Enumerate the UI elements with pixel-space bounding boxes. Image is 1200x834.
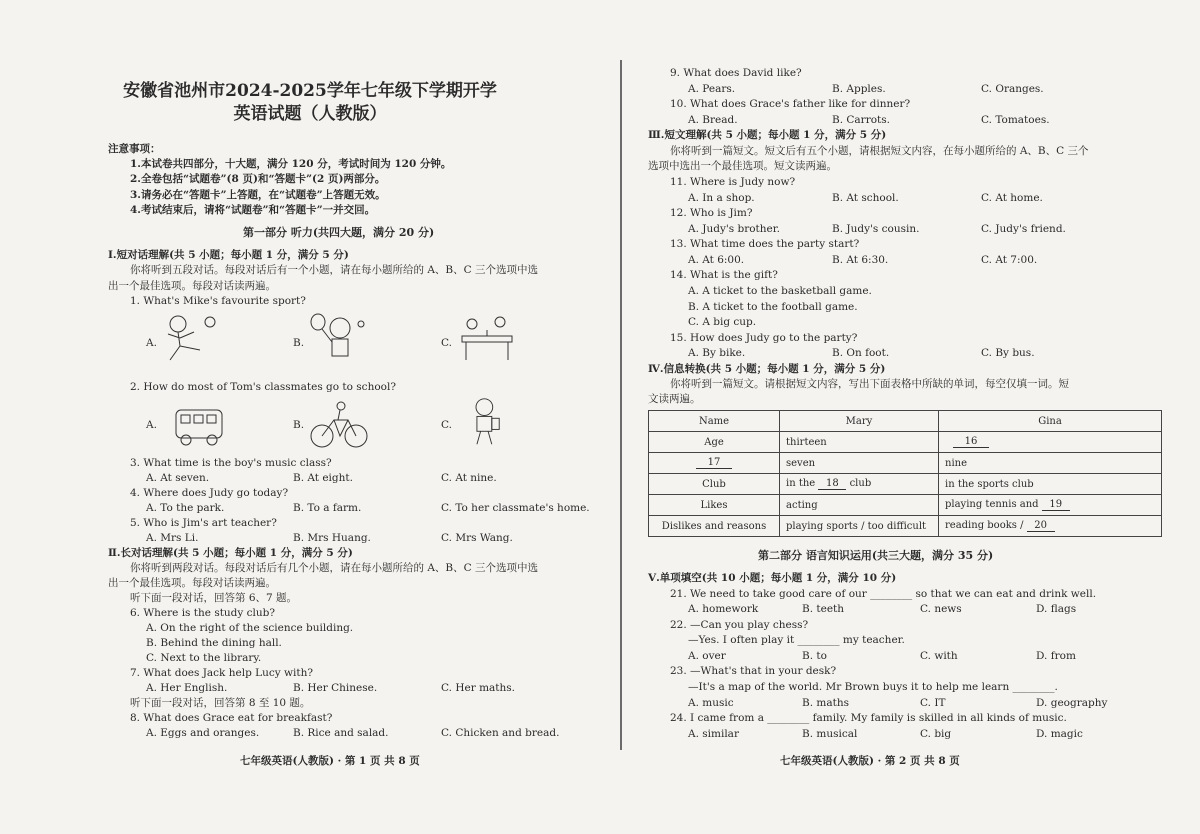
question-1: 1. What's Mike's favourite sport? bbox=[130, 295, 306, 307]
notice-heading: 注意事项： bbox=[108, 143, 161, 155]
section3-instructions: 选项中选出一个最佳选项。短文读两遍。 bbox=[648, 160, 837, 172]
option-label-b: B. bbox=[293, 419, 305, 431]
page-divider bbox=[620, 60, 622, 750]
section2-subheading: 听下面一段对话，回答第 8 至 10 题。 bbox=[130, 697, 311, 709]
option-a: A. Bread. bbox=[688, 114, 738, 126]
option-d: D. geography bbox=[1036, 697, 1108, 709]
section2-instructions: 你将听到两段对话。每段对话后有几个小题，请在每小题所给的 A、B、C 三个选项中选 bbox=[130, 562, 539, 574]
option-c: C. Chicken and bread. bbox=[441, 727, 560, 739]
question-10: 10. What does Grace's father like for dinner? bbox=[670, 98, 911, 110]
table-cell: playing sports / too difficult bbox=[780, 516, 939, 537]
table-cell bbox=[780, 474, 939, 495]
answer-blank-18[interactable]: 18 bbox=[818, 478, 846, 490]
option-d: D. flags bbox=[1036, 603, 1077, 615]
option-c: C. Tomatoes. bbox=[981, 114, 1050, 126]
notice-item: 1.本试卷共四部分，十大题，满分 120 分，考试时间为 120 分钟。 bbox=[130, 158, 452, 170]
notice-item: 3.请务必在“答题卡”上答题，在“试题卷”上答题无效。 bbox=[130, 189, 386, 201]
section2-subheading: 听下面一段对话，回答第 6、7 题。 bbox=[130, 592, 298, 604]
option-b: B. To a farm. bbox=[293, 502, 362, 514]
option-c: C. Oranges. bbox=[981, 83, 1044, 95]
option-c: C. Judy's friend. bbox=[981, 223, 1066, 235]
option-label-c: C. bbox=[441, 419, 452, 431]
option-a: A. On the right of the science building. bbox=[146, 622, 354, 634]
option-b: B. A ticket to the football game. bbox=[688, 301, 858, 313]
cell-text: club bbox=[849, 478, 872, 489]
option-c: C. At 7:00. bbox=[981, 254, 1038, 266]
option-c: C. Her maths. bbox=[441, 682, 515, 694]
option-a: A. A ticket to the basketball game. bbox=[688, 285, 872, 297]
table-row bbox=[649, 453, 1162, 474]
cell-text: playing tennis and bbox=[945, 499, 1039, 510]
option-b: B. Behind the dining hall. bbox=[146, 637, 282, 649]
option-a: A. Mrs Li. bbox=[146, 532, 199, 544]
section4-instructions: 你将听到一篇短文。请根据短文内容，写出下面表格中所缺的单词，每空仅填一词。短 bbox=[670, 378, 1069, 390]
section1-instructions: 出一个最佳选项。每段对话读两遍。 bbox=[108, 280, 276, 292]
option-b: B. On foot. bbox=[832, 347, 890, 359]
answer-blank-16[interactable]: 16 bbox=[953, 436, 989, 448]
answer-blank-19[interactable]: 19 bbox=[1042, 499, 1070, 511]
table-cell: in the sports club bbox=[939, 474, 1162, 495]
option-b: B. teeth bbox=[802, 603, 845, 615]
table-cell bbox=[939, 495, 1162, 516]
question-2: 2. How do most of Tom's classmates go to school? bbox=[130, 381, 396, 393]
option-c: C. A big cup. bbox=[688, 316, 757, 328]
table-cell: acting bbox=[780, 495, 939, 516]
table-row bbox=[649, 516, 1162, 537]
option-b: B. Rice and salad. bbox=[293, 727, 389, 739]
question-9: 9. What does David like? bbox=[670, 67, 802, 79]
question-15: 15. How does Judy go to the party? bbox=[670, 332, 858, 344]
option-d: D. from bbox=[1036, 650, 1076, 662]
table-row bbox=[649, 474, 1162, 495]
option-c: C. At home. bbox=[981, 192, 1043, 204]
table-cell bbox=[939, 432, 1162, 453]
section4-heading: Ⅳ.信息转换(共 5 小题；每小题 1 分，满分 5 分) bbox=[648, 363, 886, 375]
boy-kicking-ball-icon bbox=[160, 312, 222, 364]
table-cell: seven bbox=[780, 453, 939, 474]
option-label-a: A. bbox=[146, 337, 157, 349]
option-a: A. At 6:00. bbox=[688, 254, 745, 266]
option-b: B. Mrs Huang. bbox=[293, 532, 371, 544]
option-c: C. with bbox=[920, 650, 958, 662]
table-cell: thirteen bbox=[780, 432, 939, 453]
table-header: Mary bbox=[780, 411, 939, 432]
exam-page-2 bbox=[624, 0, 1200, 834]
question-7: 7. What does Jack help Lucy with? bbox=[130, 667, 313, 679]
section4-instructions: 文读两遍。 bbox=[648, 393, 701, 405]
table-cell: Age bbox=[649, 432, 780, 453]
option-b: B. Apples. bbox=[832, 83, 886, 95]
option-c: C. big bbox=[920, 728, 952, 740]
info-table bbox=[648, 410, 1162, 537]
question-4: 4. Where does Judy go today? bbox=[130, 487, 289, 499]
section2-instructions: 出一个最佳选项。每段对话读两遍。 bbox=[108, 577, 276, 589]
table-header-row bbox=[649, 411, 1162, 432]
exam-title-line2: 英语试题（人教版） bbox=[233, 104, 387, 124]
option-a: A. homework bbox=[688, 603, 759, 615]
part2-heading: 第二部分 语言知识运用(共三大题，满分 35 分) bbox=[758, 549, 994, 562]
cell-text: reading books / bbox=[945, 520, 1024, 531]
question-14: 14. What is the gift? bbox=[670, 269, 778, 281]
option-d: D. magic bbox=[1036, 728, 1083, 740]
table-cell bbox=[649, 453, 780, 474]
option-label-b: B. bbox=[293, 337, 305, 349]
option-label-a: A. bbox=[146, 419, 157, 431]
table-cell: Likes bbox=[649, 495, 780, 516]
section5-heading: Ⅴ.单项填空(共 10 小题；每小题 1 分，满分 10 分) bbox=[648, 572, 897, 584]
option-b: B. Judy's cousin. bbox=[832, 223, 920, 235]
question-6: 6. Where is the study club? bbox=[130, 607, 276, 619]
answer-blank-17[interactable]: 17 bbox=[696, 457, 732, 469]
table-header: Name bbox=[649, 411, 780, 432]
option-a: A. music bbox=[688, 697, 734, 709]
option-b: B. At eight. bbox=[293, 472, 353, 484]
table-cell: Dislikes and reasons bbox=[649, 516, 780, 537]
question-23: 23. —What's that in your desk? bbox=[670, 665, 837, 677]
option-a: A. By bike. bbox=[688, 347, 746, 359]
question-22-reply: —Yes. I often play it ________ my teacher. bbox=[688, 634, 905, 646]
question-23-reply: —It's a map of the world. Mr Brown buys it to help me learn ________. bbox=[688, 681, 1058, 693]
question-24: 24. I came from a ________ family. My family is skilled in all kinds of music. bbox=[670, 712, 1067, 724]
question-5: 5. Who is Jim's art teacher? bbox=[130, 517, 277, 529]
option-label-c: C. bbox=[441, 337, 452, 349]
option-b: B. Her Chinese. bbox=[293, 682, 378, 694]
question-22: 22. —Can you play chess? bbox=[670, 619, 809, 631]
option-c: C. IT bbox=[920, 697, 946, 709]
answer-blank-20[interactable]: 20 bbox=[1027, 520, 1055, 532]
option-a: A. To the park. bbox=[146, 502, 225, 514]
option-b: B. At school. bbox=[832, 192, 899, 204]
table-header: Gina bbox=[939, 411, 1162, 432]
option-b: B. maths bbox=[802, 697, 849, 709]
option-a: A. over bbox=[688, 650, 726, 662]
option-a: A. Her English. bbox=[146, 682, 228, 694]
bus-icon bbox=[168, 400, 230, 452]
question-21: 21. We need to take good care of our ________ so that we can eat and drink well. bbox=[670, 588, 1097, 600]
page-footer: 七年级英语(人教版) · 第 2 页 共 8 页 bbox=[780, 755, 960, 767]
option-c: C. By bus. bbox=[981, 347, 1035, 359]
question-8: 8. What does Grace eat for breakfast? bbox=[130, 712, 333, 724]
table-row bbox=[649, 432, 1162, 453]
bicycle-icon bbox=[308, 400, 370, 452]
option-a: A. Pears. bbox=[688, 83, 736, 95]
option-a: A. At seven. bbox=[146, 472, 210, 484]
option-b: B. Carrots. bbox=[832, 114, 890, 126]
page-footer: 七年级英语(人教版) · 第 1 页 共 8 页 bbox=[240, 755, 420, 767]
section3-instructions: 你将听到一篇短文。短文后有五个小题，请根据短文内容，在每小题所给的 A、B、C 三个 bbox=[670, 145, 1089, 157]
table-cell: Club bbox=[649, 474, 780, 495]
exam-title-line1: 安徽省池州市2024-2025学年七年级下学期开学 bbox=[123, 81, 497, 101]
option-b: B. to bbox=[802, 650, 827, 662]
question-12: 12. Who is Jim? bbox=[670, 207, 753, 219]
option-c: C. At nine. bbox=[441, 472, 497, 484]
option-c: C. To her classmate's home. bbox=[441, 502, 590, 514]
option-c: C. Mrs Wang. bbox=[441, 532, 513, 544]
notice-item: 2.全卷包括“试题卷”(8 页)和“答题卡”(2 页)两部分。 bbox=[130, 173, 386, 185]
section1-instructions: 你将听到五段对话。每段对话后有一个小题，请在每小题所给的 A、B、C 三个选项中选 bbox=[130, 264, 539, 276]
part1-heading: 第一部分 听力(共四大题，满分 20 分) bbox=[243, 226, 435, 239]
table-cell bbox=[939, 516, 1162, 537]
question-13: 13. What time does the party start? bbox=[670, 238, 860, 250]
section3-heading: Ⅲ.短文理解(共 5 小题；每小题 1 分，满分 5 分) bbox=[648, 129, 887, 141]
option-b: B. musical bbox=[802, 728, 858, 740]
option-a: A. similar bbox=[688, 728, 739, 740]
boy-tennis-icon bbox=[306, 312, 368, 364]
section2-heading: Ⅱ.长对话理解(共 5 小题；每小题 1 分，满分 5 分) bbox=[108, 547, 353, 559]
question-11: 11. Where is Judy now? bbox=[670, 176, 796, 188]
option-a: A. Judy's brother. bbox=[688, 223, 780, 235]
notice-item: 4.考试结束后，请将“试题卷”和“答题卡”一并交回。 bbox=[130, 204, 376, 216]
table-cell: nine bbox=[939, 453, 1162, 474]
section1-heading: Ⅰ.短对话理解(共 5 小题；每小题 1 分，满分 5 分) bbox=[108, 249, 349, 261]
option-a: A. Eggs and oranges. bbox=[146, 727, 260, 739]
option-c: C. news bbox=[920, 603, 962, 615]
table-tennis-icon bbox=[456, 312, 518, 364]
option-b: B. At 6:30. bbox=[832, 254, 889, 266]
cell-text: in the bbox=[786, 478, 816, 489]
question-3: 3. What time is the boy's music class? bbox=[130, 457, 332, 469]
boy-walking-icon bbox=[458, 396, 520, 448]
option-a: A. In a shop. bbox=[688, 192, 755, 204]
table-row bbox=[649, 495, 1162, 516]
option-c: C. Next to the library. bbox=[146, 652, 262, 664]
